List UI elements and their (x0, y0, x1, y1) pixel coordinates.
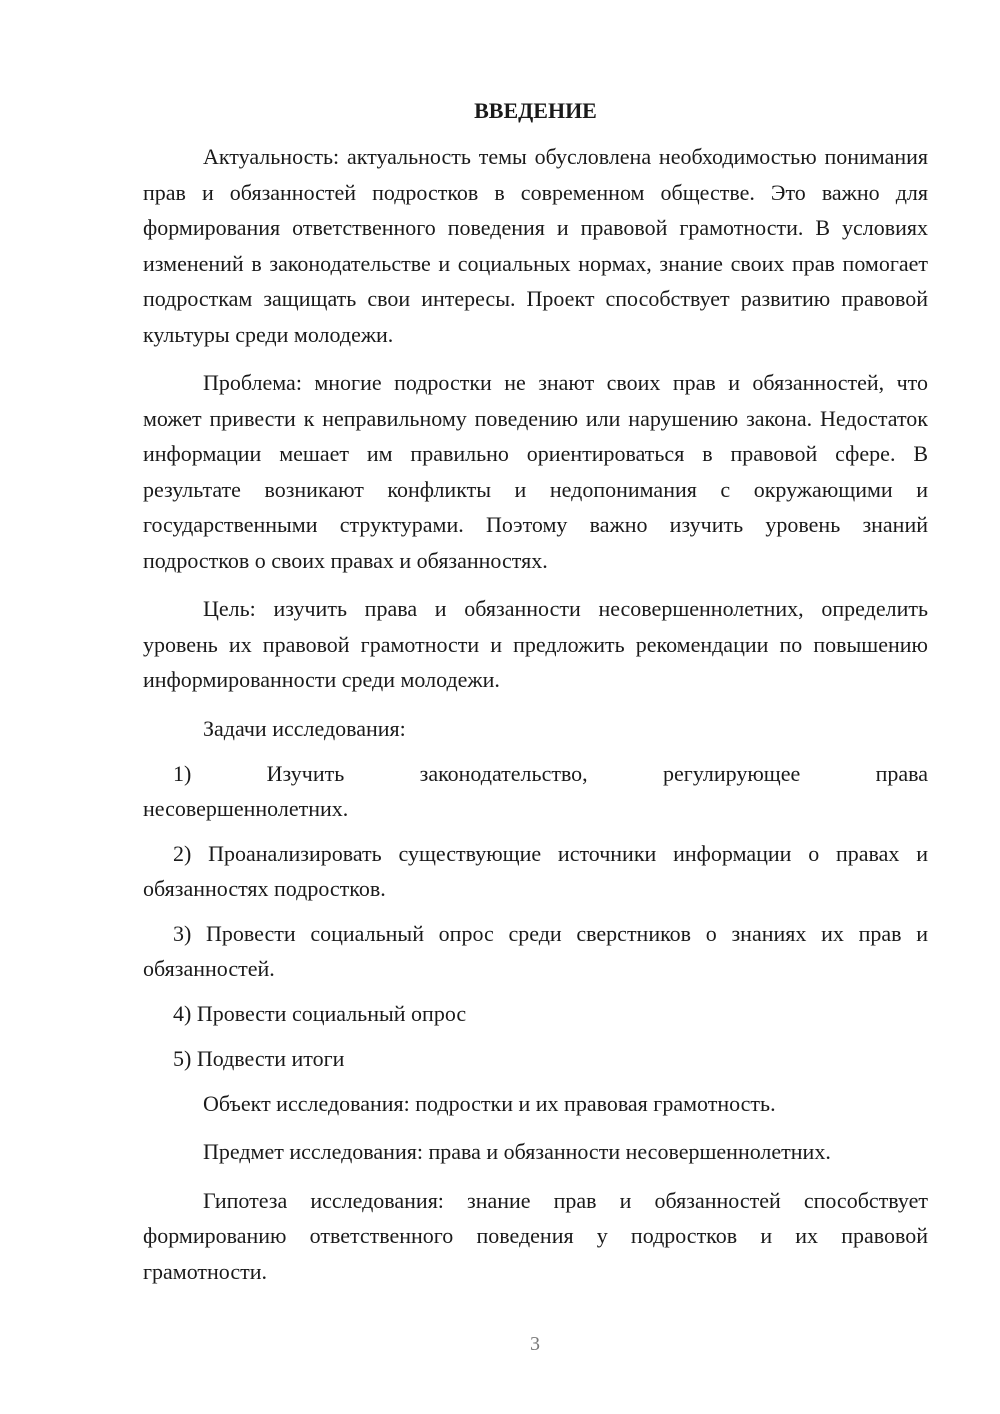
object-paragraph: Объект исследования: подростки и их правовая грамотность. (203, 1090, 776, 1116)
subject-paragraph: Предмет исследования: права и обязанности несовершеннолетних. (203, 1139, 831, 1164)
task-item-1-continuation: несовершеннолетних. (143, 795, 349, 821)
task-item-1-line (143, 756, 928, 791)
tasks-heading: Задачи исследования: (203, 715, 406, 741)
goal-paragraph: Цель: изучить права и обязанности несовершеннолетних, определить уровень их правовой грамотности и предложить рекомендации по повышению информированности среди молодежи. (143, 596, 928, 692)
task-item-3: 3) Провести социальный опрос среди сверстников о знаниях их прав и обязанностей. (143, 920, 928, 981)
task-item-1-word: права (875, 760, 928, 786)
task-item-1-word: регулирующее (663, 760, 801, 786)
task-item-4: 4) Провести социальный опрос (173, 1000, 467, 1026)
hypothesis-paragraph: Гипотеза исследования: знание прав и обязанностей способствует формированию ответственного поведения у подростков и их правовой грамотности. (143, 1187, 928, 1284)
page-number: 3 (530, 1333, 540, 1355)
page-title: ВВЕДЕНИЕ (474, 98, 597, 123)
task-item-1 (143, 756, 928, 826)
task-item-2: 2) Проанализировать существующие источники информации о правах и обязанностях подростков. (143, 840, 928, 901)
task-item-1-word: Изучить (266, 760, 345, 786)
task-item-1-word: 1) (173, 760, 192, 786)
page-content (143, 96, 928, 1302)
relevance-paragraph: Актуальность: актуальность темы обусловлена необходимостью понимания прав и обязанностей подростков в современном обществе. Это важно для формирования ответственного поведения и правовой грамотности. В условиях изменений в законодательстве и социальных нормах, знание своих прав помогает подросткам защищать свои интересы. Проект способствует развитию правовой культуры среди молодежи. (143, 144, 928, 347)
task-item-5: 5) Подвести итоги (173, 1045, 345, 1071)
task-item-1-word: законодательство, (419, 760, 588, 786)
problem-paragraph: Проблема: многие подростки не знают своих прав и обязанностей, что может привести к неправильному поведению или нарушению закона. Недостаток информации мешает им правильно ориентироваться в правовой сфере. В результате возникают конфликты и недопонимания с окружающими и государственными структурами. Поэтому важно изучить уровень знаний подростков о своих правах и обязанностях. (143, 370, 928, 573)
